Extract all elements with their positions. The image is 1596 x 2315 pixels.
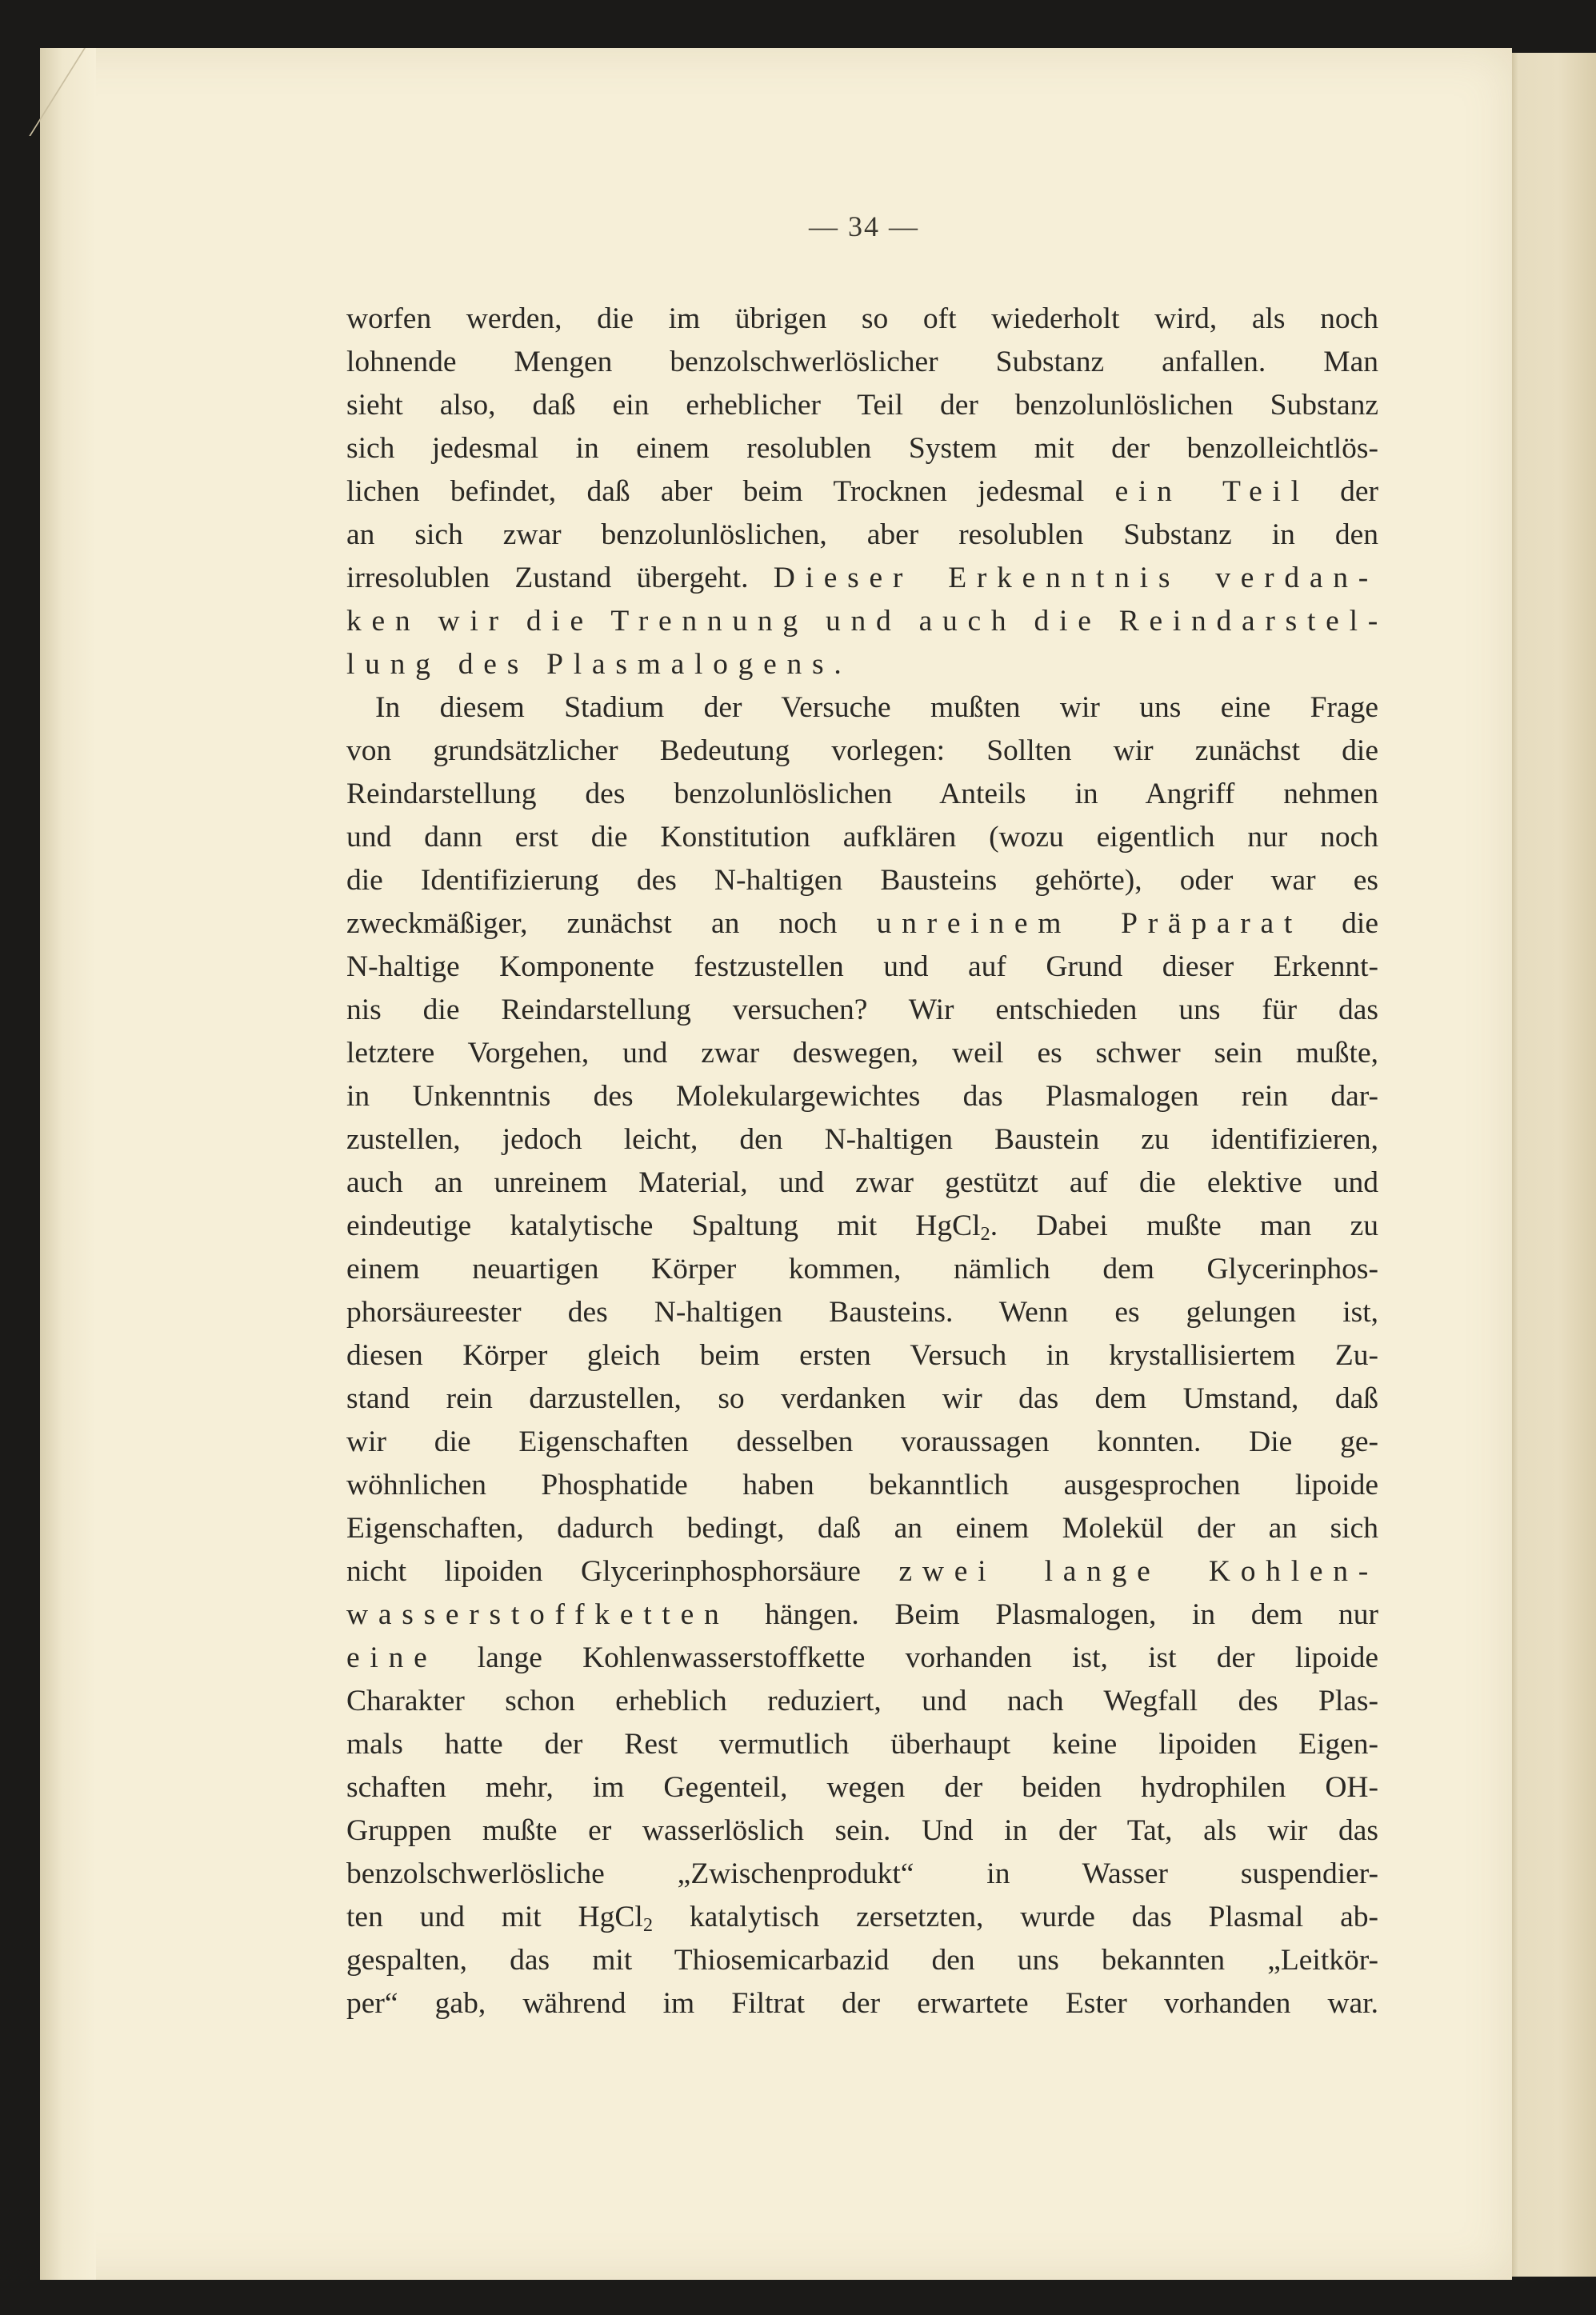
text-line: nis die Reindarstellung versuchen? Wir entschieden uns für das: [346, 994, 1378, 1026]
text-line: benzolschwerlösliche „Zwischenprodukt“ in Wasser suspendier-: [346, 1857, 1378, 1890]
spaced-emphasis: ken wir die Trennung und auch die Reindarstel-: [346, 605, 1388, 638]
text-line: zustellen, jedoch leicht, den N-haltigen Baustein zu identifizieren,: [346, 1123, 1378, 1156]
text-line: und dann erst die Konstitution aufklären (wozu eigentlich nur noch: [346, 821, 1378, 854]
text-line: schaften mehr, im Gegenteil, wegen der beiden hydrophilen OH-: [346, 1771, 1378, 1804]
text-line: wasserstoffketten hängen. Beim Plasmalogen, in dem nur: [346, 1598, 1378, 1631]
text-line: sich jedesmal in einem resolublen System mit der benzolleichtlös-: [346, 432, 1378, 465]
facing-page-edge: [1510, 53, 1596, 2277]
spaced-emphasis: ein Teil: [1114, 475, 1310, 508]
text-line: per“ gab, während im Filtrat der erwartete Ester vorhanden war.: [346, 1987, 1378, 2020]
text-line: stand rein darzustellen, so verdanken wir das dem Umstand, daß: [346, 1382, 1378, 1415]
text-line: Charakter schon erheblich reduziert, und nach Wegfall des Plas-: [346, 1685, 1378, 1717]
text-line: letztere Vorgehen, und zwar deswegen, weil es schwer sein mußte,: [346, 1037, 1378, 1070]
text-line: an sich zwar benzolunlöslichen, aber resolublen Substanz in den: [346, 518, 1378, 551]
spaced-emphasis: eine: [346, 1641, 438, 1674]
subscript: 2: [980, 1223, 990, 1245]
text-line: phorsäureester des N-haltigen Bausteins. Wenn es gelungen ist,: [346, 1296, 1378, 1329]
text-line: [346, 643, 1378, 686]
text-line: eindeutige katalytische Spaltung mit HgCl$_2$. Dabei mußte man zu: [346, 1209, 1378, 1245]
text-line: Gruppen mußte er wasserlöslich sein. Und in der Tat, als wir das: [346, 1814, 1378, 1847]
text-line: In diesem Stadium der Versuche mußten wir uns eine Frage: [375, 691, 1378, 724]
text-line: die Identifizierung des N-haltigen Bausteins gehörte), oder war es: [346, 864, 1378, 897]
spaced-emphasis: wasserstoffketten: [346, 1598, 730, 1631]
text-line: worfen werden, die im übrigen so oft wiederholt wird, als noch: [346, 302, 1378, 335]
text-line: eine lange Kohlenwasserstoffkette vorhanden ist, ist der lipoide: [346, 1641, 1378, 1674]
page-gutter-shadow: [40, 48, 96, 2280]
text-line: auch an unreinem Material, und zwar gestützt auf die elektive und: [346, 1166, 1378, 1199]
text-line: sieht also, daß ein erheblicher Teil der benzolunlöslichen Substanz: [346, 389, 1378, 422]
text-line: lohnende Mengen benzolschwerlöslicher Substanz anfallen. Man: [346, 346, 1378, 378]
text-line: Reindarstellung des benzolunlöslichen Anteils in Angriff nehmen: [346, 778, 1378, 810]
text-line: von grundsätzlicher Bedeutung vorlegen: Sollten wir zunächst die: [346, 734, 1378, 767]
text-line: wir die Eigenschaften desselben voraussagen konnten. Die ge-: [346, 1425, 1378, 1458]
spaced-emphasis: Dieser Erkenntnis verdan-: [773, 562, 1378, 594]
text-line: wöhnlichen Phosphatide haben bekanntlich ausgesprochen lipoide: [346, 1469, 1378, 1501]
subscript: 2: [642, 1914, 653, 1937]
text-line: [346, 600, 1388, 643]
text-line: irresolublen Zustand übergeht. Dieser Erkenntnis verdan-: [346, 562, 1378, 594]
text-line: mals hatte der Rest vermutlich überhaupt keine lipoiden Eigen-: [346, 1728, 1378, 1761]
page-number: — 34 —: [809, 210, 919, 242]
spaced-emphasis: lung des Plasmalogens.: [346, 648, 852, 681]
spaced-emphasis: zwei lange Kohlen-: [898, 1555, 1378, 1588]
text-line: diesen Körper gleich beim ersten Versuch in krystallisiertem Zu-: [346, 1339, 1378, 1372]
text-line: nicht lipoiden Glycerinphosphorsäure zwei lange Kohlen-: [346, 1555, 1378, 1588]
text-line: N-haltige Komponente festzustellen und auf Grund dieser Erkennt-: [346, 950, 1378, 983]
text-line: gespalten, das mit Thiosemicarbazid den uns bekannten „Leitkör-: [346, 1944, 1378, 1977]
text-line: einem neuartigen Körper kommen, nämlich dem Glycerinphos-: [346, 1253, 1378, 1285]
text-line: ten und mit HgCl$_2$ katalytisch zersetzten, wurde das Plasmal ab-: [346, 1901, 1378, 1937]
text-line: lichen befindet, daß aber beim Trocknen jedesmal ein Teil der: [346, 475, 1378, 508]
text-line: in Unkenntnis des Molekulargewichtes das Plasmalogen rein dar-: [346, 1080, 1378, 1113]
text-line: Eigenschaften, dadurch bedingt, daß an einem Molekül der an sich: [346, 1512, 1378, 1545]
text-line: zweckmäßiger, zunächst an noch unreinem Präparat die: [346, 907, 1378, 940]
body-text: [346, 298, 1388, 2025]
spaced-emphasis: unreinem Präparat: [876, 907, 1303, 940]
